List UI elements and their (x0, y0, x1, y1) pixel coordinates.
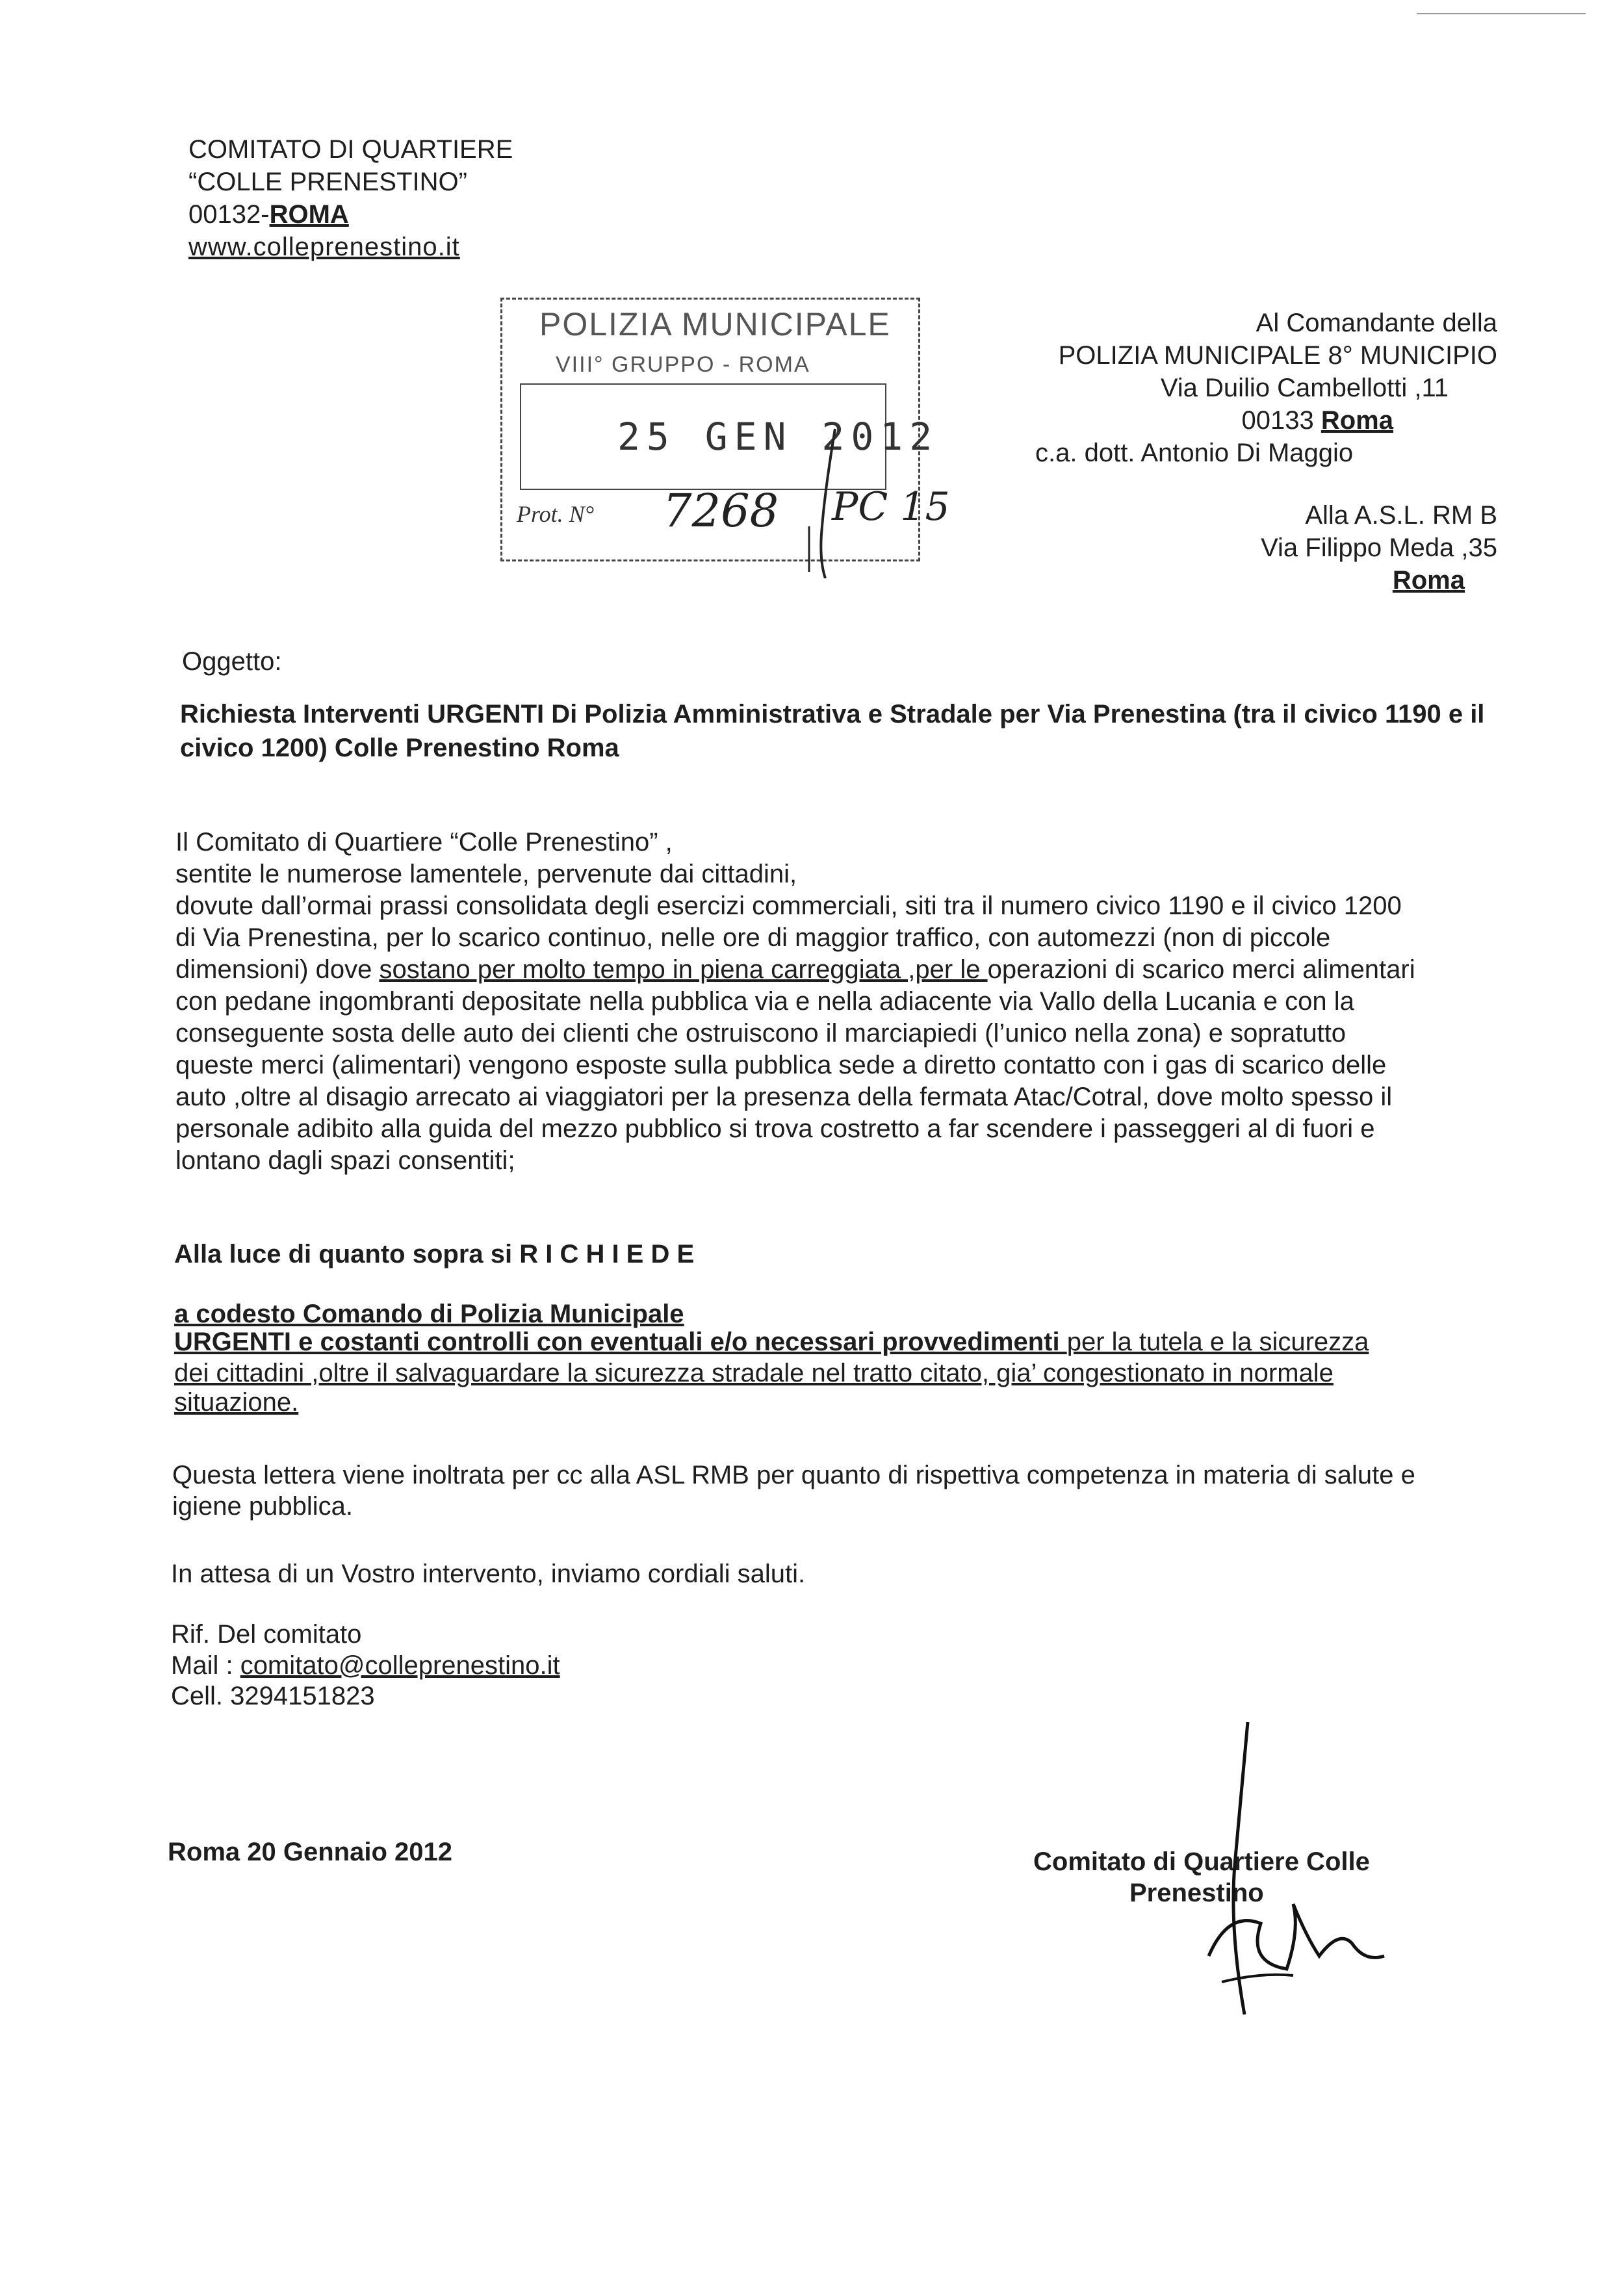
recipient-police (1059, 307, 1497, 437)
protocol-stamp (494, 292, 950, 578)
sender-block (188, 133, 513, 263)
sender-postal: 00132-ROMA (188, 200, 349, 229)
request-line3: dei cittadini ,oltre il salvaguardare la sicurezza stradale nel tratto citato, gia’ congestionato in normale (174, 1359, 1334, 1387)
object-label: Oggetto: (182, 647, 282, 676)
contact-cell: Cell. 3294151823 (171, 1682, 375, 1710)
body-line: lontano dagli spazi consentiti; (175, 1146, 515, 1175)
subject-text: Richiesta Interventi URGENTI Di Polizia Amministrativa e Stradale per Via Prenestina (tra il civico 1190 e il civico 1200) Colle Prenestino Roma (180, 700, 1485, 762)
body-line: di Via Prenestina, per lo scarico continuo, nelle ore di maggior traffico, con automezzi (non di piccole (175, 923, 1331, 952)
signature-line2: Prenestino (1129, 1879, 1264, 1907)
recipient-police-line2: POLIZIA MUNICIPALE 8° MUNICIPIO (1058, 341, 1497, 370)
cc-line2: igiene pubblica. (172, 1492, 353, 1521)
recipient-asl-city: Roma (1392, 566, 1465, 595)
body-line: dimensioni) dove sostano per molto tempo in piena carreggiata ,per le operazioni di scarico merci alimentari (175, 955, 1415, 984)
body-line: dovute dall’ormai prassi consolidata degli esercizi commerciali, siti tra il numero civico 1190 e il civico 1200 (175, 892, 1402, 920)
request-recipient: a codesto Comando di Polizia Municipale (174, 1300, 684, 1328)
handwritten-signature (1170, 1716, 1404, 2027)
recipient-police-attention: c.a. dott. Antonio Di Maggio (1035, 439, 1354, 467)
body-underlined-phrase: sostano per molto tempo in piena carreggiata ,per le (379, 955, 988, 984)
request-intro: Alla luce di quanto sopra si R I C H I E D E (174, 1240, 695, 1268)
body-line: Il Comitato di Quartiere “Colle Prenestino” , (175, 828, 673, 856)
body-line: con pedane ingombranti depositate nella pubblica via e nella adiacente via Vallo della Lucania e con la (175, 987, 1354, 1016)
cc-line1: Questa lettera viene inoltrata per cc alla ASL RMB per quanto di rispettiva competenza in materia di salute e (172, 1461, 1415, 1489)
signature-line1: Comitato di Quartiere Colle (1033, 1847, 1370, 1876)
request-urgent-line: URGENTI e costanti controlli con eventuali e/o necessari provvedimenti per la tutela e la sicurezza (174, 1328, 1369, 1356)
body-line: sentite le numerose lamentele, pervenute dai cittadini, (175, 860, 797, 888)
recipient-police-postal: 00133 Roma (1241, 406, 1393, 435)
body-line: queste merci (alimentari) vengono esposte sulla pubblica sede a diretto contatto con i gas di scarico delle (175, 1051, 1387, 1079)
body-paragraph (175, 827, 1495, 1177)
sender-name: COMITATO DI QUARTIERE (188, 135, 513, 164)
stamp-date: 25 GEN 2012 (617, 415, 939, 459)
stamp-title: POLIZIA MUNICIPALE (539, 306, 891, 342)
sender-subname: “COLLE PRENESTINO” (188, 168, 467, 196)
body-line: conseguente sosta delle auto dei clienti che ostruiscono il marciapiedi (l’unico nella zona) e sopratutto (175, 1019, 1347, 1048)
contact-ref: Rif. Del comitato (171, 1620, 362, 1649)
request-line4: situazione. (174, 1388, 299, 1417)
place-date: Roma 20 Gennaio 2012 (168, 1838, 452, 1866)
contact-mail: Mail : comitato@colleprenestino.it (171, 1651, 560, 1680)
sender-website[interactable]: www.colleprenestino.it (188, 233, 460, 261)
scan-edge-line (1417, 13, 1586, 14)
recipient-asl-line1: Alla A.S.L. RM B (1305, 501, 1497, 530)
stamp-prot-suffix: PC 15 (832, 484, 950, 530)
closing-text: In attesa di un Vostro intervento, inviamo cordiali saluti. (171, 1560, 806, 1588)
stamp-handwriting-marks (494, 292, 923, 578)
contact-mail-link[interactable]: comitato@colleprenestino.it (240, 1651, 560, 1680)
stamp-prot-label: Prot. N° (517, 501, 595, 527)
stamp-prot-number: 7268 (663, 484, 779, 537)
recipient-police-address: Via Duilio Cambellotti ,11 (1160, 374, 1449, 402)
recipient-asl-address: Via Filippo Meda ,35 (1261, 534, 1497, 562)
stamp-subtitle: VIII° GRUPPO - ROMA (556, 352, 810, 377)
recipient-police-line1: Al Comandante della (1256, 309, 1497, 337)
body-line: auto ,oltre al disagio arrecato ai viaggiatori per la presenza della fermata Atac/Cotral, dove molto spesso il (175, 1083, 1393, 1111)
sender-city: ROMA (269, 200, 349, 229)
body-line: personale adibito alla guida del mezzo pubblico si trova costretto a far scendere i passeggeri al di fuori e (175, 1114, 1375, 1143)
recipient-asl (1261, 499, 1497, 597)
